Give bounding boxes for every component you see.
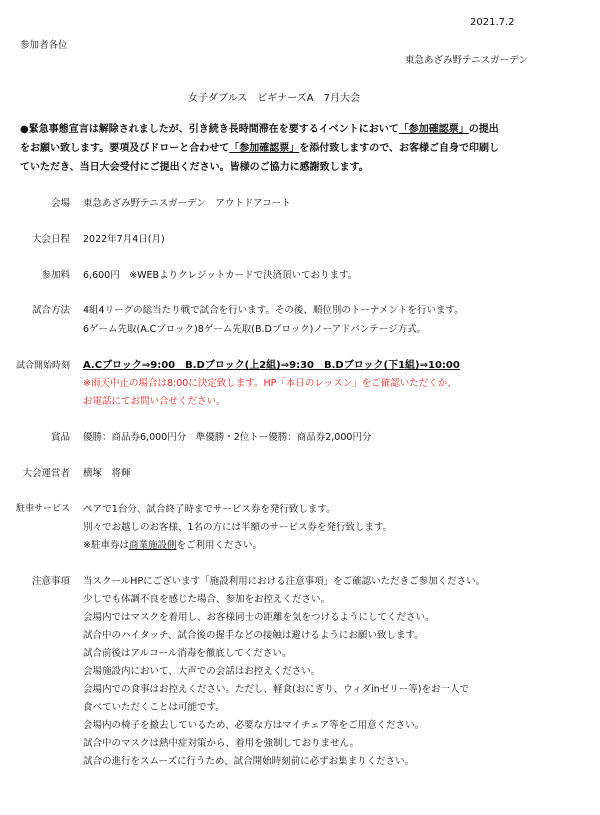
parking-text: ※駐車券は (83, 540, 129, 551)
notice-text: をお願い致します。要項及びドローと合わせて (20, 143, 230, 154)
parking-line: 別々でお越しのお客様、1名の方には半額のサービス券を発行致します。 (83, 522, 393, 533)
parking-line (83, 540, 262, 551)
caution-item: 会場内ではマスクを着用し、お客様同士の距離を気をつけるようにしてください。 (83, 612, 435, 623)
rain-notice: ※雨天中止の場合は8:00に決定致します。HP「本日のレッスン」をご確認いただくか、 (83, 378, 457, 389)
caution-item: 会場内の椅子を撤去しているため、必要な方はマイチェア等をご用意ください。 (83, 720, 425, 731)
notice-highlight: 「参加確認票」 (398, 124, 469, 135)
parking-line: ペアで1台分、試合終了時までサービス券を発行致します。 (83, 504, 336, 515)
format-line: 4組4リーグの総当たり戦で試合を行います。その後、順位別のトーナメントを行います。 (83, 305, 464, 316)
cautions-label: 注意事項 (31, 576, 70, 587)
notice-highlight: 「参加確認票」 (229, 143, 300, 154)
fee-label: 参加料 (41, 270, 70, 281)
caution-item: 会場施設内において、大声での会話はお控えください。 (83, 666, 321, 677)
parking-text: をご利用ください。 (176, 540, 262, 551)
manager-label: 大会運営者 (22, 468, 70, 479)
event-date-label: 大会日程 (31, 234, 70, 245)
format-label: 試合方法 (31, 305, 70, 316)
caution-item: 食べていただくことは可能です。 (83, 702, 225, 713)
start-time-label: 試合開始時刻 (15, 361, 70, 371)
caution-item: 当スクールHPにございます「施設利用における注意事項」をご確認いただきご参加ください。 (83, 576, 486, 587)
venue-label: 会場 (50, 198, 70, 209)
caution-item: 試合中のマスクは熱中症対策から、着用を強制しておりません。 (83, 738, 360, 749)
caution-item: 試合中のハイタッチ、試合後の握手などの接触は避けるようにお願い致します。 (83, 630, 424, 641)
parking-label: 駐車サービス (15, 504, 70, 514)
addressee: 参加者各位 (20, 40, 68, 51)
prize-label: 賞品 (50, 432, 70, 443)
caution-item: 試合前後はアルコール消毒を徹底してください。 (83, 648, 292, 659)
event-title: 女子ダブルス ビギナーズA 7月大会 (188, 93, 361, 104)
start-time-schedule: A.Cブロック⇒9:00 B.Dブロック(上2組)⇒9:30 B.Dブロック(下1組)⇒10:00 (83, 360, 460, 371)
notice-text: を添付致しますので、お客様ご自身で印刷し (299, 143, 500, 154)
notice-text: ていただき、当日大会受付にご提出ください。皆様のご協力に感謝致します。 (20, 162, 369, 173)
prize-value: 優勝：商品券6,000円分 準優勝・2位トー優勝：商品券2,000円分 (83, 432, 372, 443)
format-line: 6ゲーム先取(A.Cブロック)8ゲーム先取(B.Dブロック)ノーアドバンテージ方式。 (83, 324, 427, 335)
caution-item: 試合の進行をスムーズに行うため、試合開始時刻前に必ずお集まりください。 (83, 756, 415, 767)
manager-value: 横塚 将輝 (83, 468, 131, 479)
notice-text: ●緊急事態宣言は解除されましたが、引き続き長時間滞在を要するイベントにおいて (20, 124, 399, 135)
event-date-value: 2022年7月4日(月) (83, 234, 165, 245)
rain-notice: お電話にてお問い合せください。 (83, 396, 226, 407)
fee-value: 6,600円 ※WEBよりクレジットカードで決済頂いております。 (83, 270, 358, 281)
caution-item: 少しでも体調不良を感じた場合、参加をお控えください。 (83, 594, 331, 605)
organizer-name: 東急あざみ野テニスガーデン (405, 55, 528, 66)
venue-value: 東急あざみ野テニスガーデン アウトドアコート (83, 198, 291, 209)
parking-highlight: 商業施設側 (128, 540, 177, 551)
document-date: 2021.7.2 (470, 17, 515, 28)
notice-text: の提出 (468, 124, 499, 135)
caution-item: 会場内での食事はお控えください。ただし、軽食(おにぎり、ウィダinゼリー等)をお一人で (83, 684, 470, 695)
